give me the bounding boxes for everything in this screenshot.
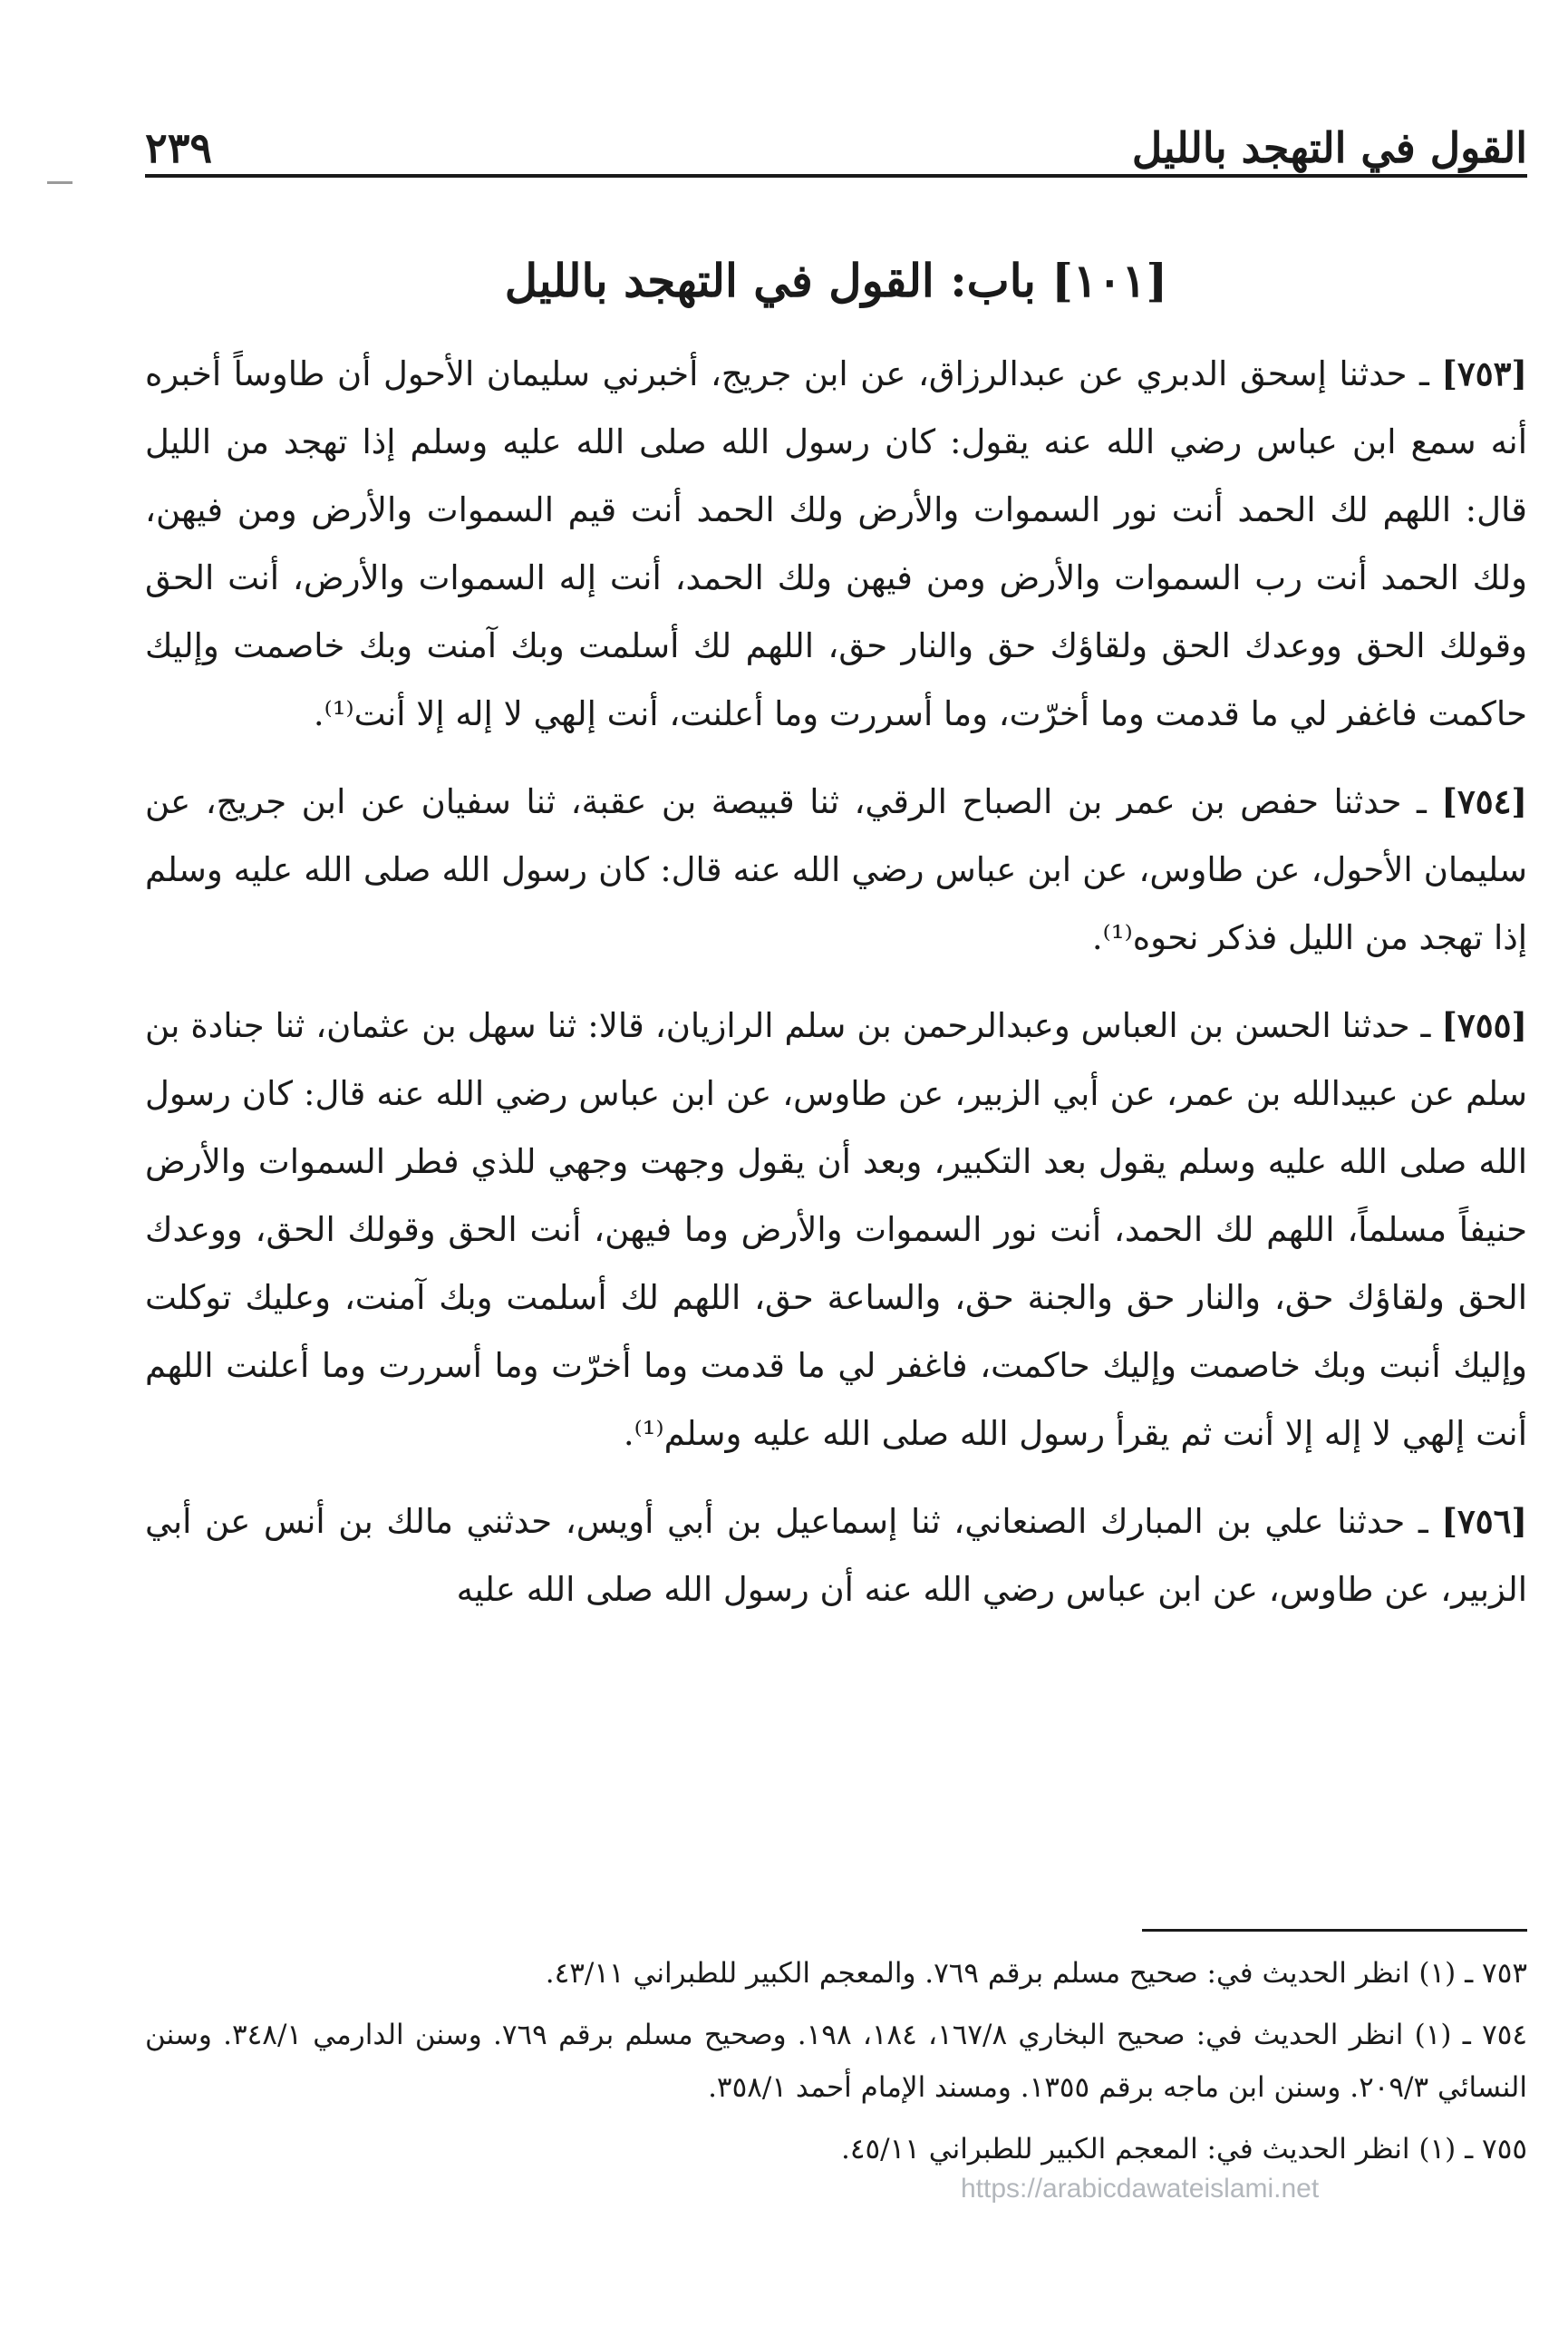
hadith-paragraph [145, 340, 1527, 748]
chapter-title: [١٠١] باب: القول في التهجد بالليل [504, 254, 1168, 307]
footnote-text: انظر الحديث في: صحيح مسلم برقم ٧٦٩. والمعجم الكبير للطبراني ٤٣/١١. [545, 1957, 1410, 1990]
hadith-text: ـ حدثنا الحسن بن العباس وعبدالرحمن بن سلم الرازيان، قالا: ثنا سهل بن عثمان، ثنا جنادة بن سلم عن عبيدالله بن عمر، عن أبي الزبير، عن طاوس، عن ابن عباس رضي الله عنه قال: كان رسول الله صلى الله عليه وسلم يقول بعد التكبير، وبعد أن يقول وجهت وجهي للذي فطر السموات والأرض حنيفاً مسلماً، اللهم لك الحمد، أنت نور السموات والأرض وما فيهن، أنت الحق وقولك الحق، ووعدك الحق ولقاؤك حق، والنار حق والجنة حق، والساعة حق، اللهم لك أسلمت وبك آمنت، وعليك توكلت وإليك أنبت وبك خاصمت وإليك حاكمت، فاغفر لي ما قدمت وما أخرّت وما أسررت وما أعلنت اللهم أنت إلهي لا إله إلا أنت ثم يقرأ رسول الله صلى الله عليه وسلم⁽¹⁾. [145, 1006, 1527, 1453]
header-rule [145, 174, 1527, 178]
running-title: القول في التهجد بالليل [1131, 123, 1527, 172]
footnote-ref: ٧٥٥ ـ (١) [1418, 2133, 1527, 2165]
footnote-text: انظر الحديث في: صحيح البخاري ١٦٧/٨، ١٨٤، ١٩٨. وصحيح مسلم برقم ٧٦٩. وسنن الدارمي ٣٤٨/١. وسنن النسائي ٢٠٩/٣. وسنن ابن ماجه برقم ١٣٥٥. ومسند الإمام أحمد ٣٥٨/١. [145, 2019, 1527, 2104]
footnote [145, 1947, 1527, 2000]
hadith-number: [٧٥٥] [1441, 1005, 1527, 1045]
hadith-paragraph [145, 1487, 1527, 1623]
hadith-number: [٧٥٣] [1441, 354, 1527, 393]
footnote-rule [1142, 1929, 1527, 1932]
hadith-text: ـ حدثنا علي بن المبارك الصنعاني، ثنا إسماعيل بن أبي أويس، حدثني مالك بن أنس عن أبي الزبير، عن طاوس، عن ابن عباس رضي الله عنه أن رسول الله صلى الله عليه [145, 1502, 1527, 1609]
scan-mark [47, 181, 73, 184]
hadith-paragraph [145, 992, 1527, 1468]
footnote-ref: ٧٥٣ ـ (١) [1418, 1957, 1527, 1990]
hadith-text: ـ حدثنا إسحق الدبري عن عبدالرزاق، عن ابن جريج، أخبرني سليمان الأحول أن طاوساً أخبره أنه سمع ابن عباس رضي الله عنه يقول: كان رسول الله صلى الله عليه وسلم إذا تهجد من الليل قال: اللهم لك الحمد أنت نور السموات والأرض ولك الحمد أنت قيم السموات والأرض ومن فيهن، ولك الحمد أنت رب السموات والأرض ومن فيهن ولك الحمد، أنت إله السموات والأرض، أنت الحق وقولك الحق ووعدك الحق ولقاؤك حق والنار حق، اللهم لك أسلمت وبك آمنت وبك خاصمت وإليك حاكمت فاغفر لي ما قدمت وما أخرّت، وما أسررت وما أعلنت، أنت إلهي لا إله إلا أنت⁽¹⁾. [145, 354, 1527, 733]
footnotes [145, 1947, 1527, 2185]
footnote-text: انظر الحديث في: المعجم الكبير للطبراني ٤٥/١١. [840, 2133, 1410, 2165]
running-header [145, 104, 1527, 172]
body-text [145, 340, 1527, 1643]
page-number: ٢٣٩ [145, 123, 213, 172]
footnote-ref: ٧٥٤ ـ (١) [1414, 2019, 1528, 2051]
hadith-number: [٧٥٤] [1441, 781, 1527, 821]
hadith-number: [٧٥٦] [1441, 1501, 1527, 1541]
hadith-paragraph [145, 768, 1527, 972]
hadith-text: ـ حدثنا حفص بن عمر بن الصباح الرقي، ثنا قبيصة بن عقبة، ثنا سفيان عن ابن جريج، عن سليمان الأحول، عن طاوس، عن ابن عباس رضي الله عنه قال: كان رسول الله صلى الله عليه وسلم إذا تهجد من الليل فذكر نحوه⁽¹⁾. [145, 782, 1527, 957]
footnote [145, 2009, 1527, 2114]
watermark-url: https://arabicdawateislami.net [961, 2174, 1320, 2204]
footnote [145, 2123, 1527, 2175]
